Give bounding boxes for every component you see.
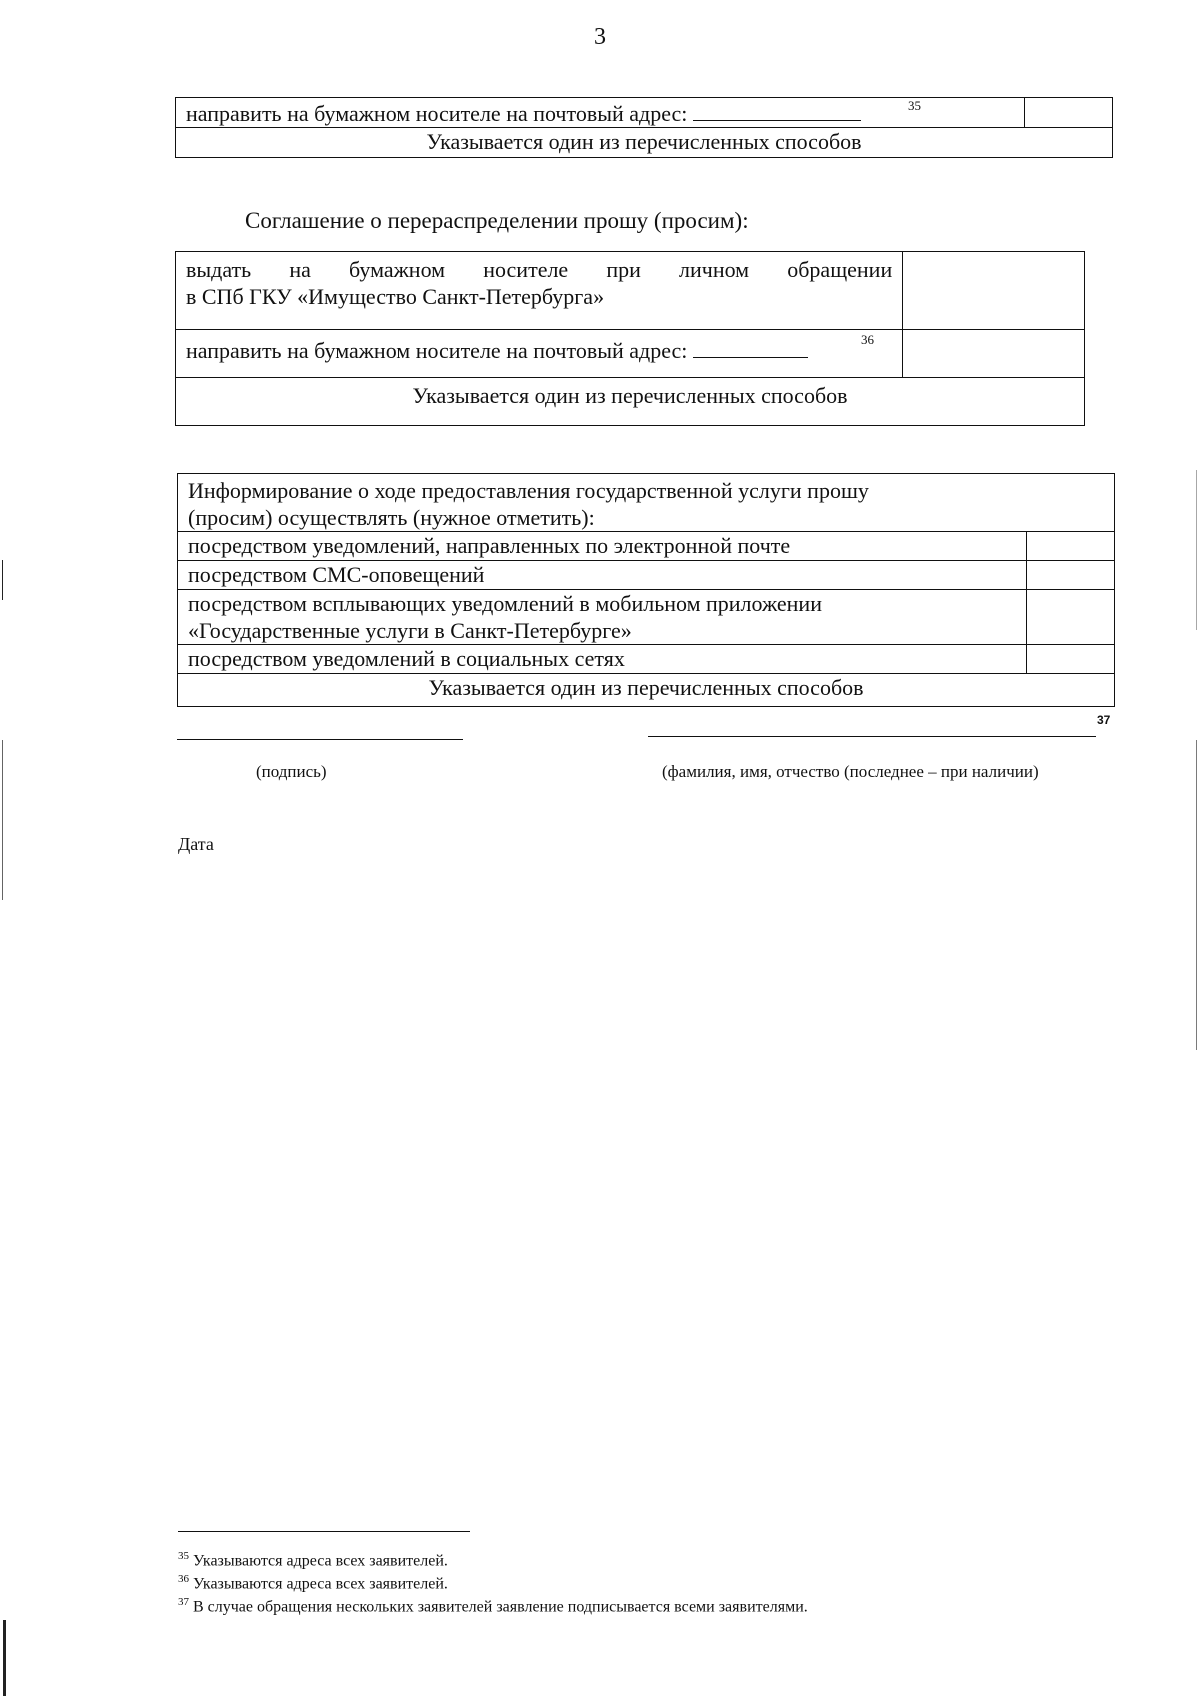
notify-app-label-line2: «Государственные услуги в Санкт-Петербурге» bbox=[188, 618, 632, 643]
notification-header bbox=[178, 474, 1115, 532]
notify-email-option: посредством уведомлений, направленных по электронной почте bbox=[178, 532, 1027, 561]
notify-social-checkbox[interactable] bbox=[1027, 645, 1115, 674]
footnote-37 bbox=[178, 1592, 808, 1617]
notification-choose-one-note: Указывается один из перечисленных способов bbox=[178, 674, 1115, 707]
notify-app-option bbox=[178, 590, 1027, 645]
agreement-postal-checkbox[interactable] bbox=[903, 330, 1085, 378]
choose-one-note: Указывается один из перечисленных способов bbox=[176, 128, 1113, 158]
notify-email-checkbox[interactable] bbox=[1027, 532, 1115, 561]
notify-app-label-line1: посредством всплывающих уведомлений в мобильном приложении bbox=[188, 591, 822, 616]
footnote-ref-35: 35 bbox=[908, 98, 921, 113]
delivery-method-table bbox=[175, 97, 1113, 158]
footnote-separator bbox=[178, 1531, 470, 1532]
footnote-36-text: Указываются адреса всех заявителей. bbox=[193, 1575, 448, 1593]
personal-pickup-option bbox=[176, 252, 903, 330]
footnote-36 bbox=[178, 1569, 448, 1594]
footnote-ref-36: 36 bbox=[861, 332, 874, 347]
notification-table bbox=[177, 473, 1115, 707]
postal-address-option bbox=[176, 98, 1025, 128]
notification-header-line1: Информирование о ходе предоставления государственной услуги прошу bbox=[188, 478, 869, 503]
footnote-ref-37: 37 bbox=[1097, 713, 1111, 727]
notification-header-line2: (просим) осуществлять (нужное отметить): bbox=[188, 505, 595, 530]
notify-sms-checkbox[interactable] bbox=[1027, 561, 1115, 590]
date-label: Дата bbox=[178, 834, 214, 854]
agreement-postal-label: направить на бумажном носителе на почтовый адрес: bbox=[186, 338, 688, 363]
footnote-37-text: В случае обращения нескольких заявителей заявление подписывается всеми заявителями. bbox=[193, 1598, 808, 1616]
page-number: 3 bbox=[594, 24, 606, 50]
agreement-choose-one-note: Указывается один из перечисленных способов bbox=[176, 378, 1085, 426]
personal-pickup-checkbox[interactable] bbox=[903, 252, 1085, 330]
footnote-35 bbox=[178, 1546, 448, 1571]
scan-edge-mark bbox=[1196, 740, 1197, 1050]
notify-sms-option: посредством СМС-оповещений bbox=[178, 561, 1027, 590]
signature-line[interactable] bbox=[177, 739, 463, 740]
agreement-heading: Соглашение о перераспределении прошу (просим): bbox=[245, 208, 749, 233]
agreement-delivery-table bbox=[175, 251, 1085, 426]
scan-edge-mark bbox=[2, 560, 3, 600]
agreement-postal-option bbox=[176, 330, 903, 378]
scan-edge-mark bbox=[3, 1620, 6, 1696]
full-name-caption: (фамилия, имя, отчество (последнее – при наличии) bbox=[662, 762, 1039, 781]
postal-address-checkbox[interactable] bbox=[1025, 98, 1113, 128]
footnote-36-number: 36 bbox=[178, 1573, 189, 1585]
postal-address-blank[interactable] bbox=[693, 98, 861, 121]
notify-social-option: посредством уведомлений в социальных сетях bbox=[178, 645, 1027, 674]
scan-edge-mark bbox=[2, 740, 3, 900]
personal-pickup-location: в СПб ГКУ «Имущество Санкт-Петербурга» bbox=[186, 284, 605, 309]
signature-caption: (подпись) bbox=[256, 762, 327, 781]
full-name-line[interactable] bbox=[648, 736, 1096, 737]
personal-pickup-label: выдать на бумажном носителе при личном обращении bbox=[186, 257, 893, 282]
agreement-postal-blank[interactable] bbox=[693, 335, 808, 358]
footnote-35-number: 35 bbox=[178, 1550, 189, 1562]
footnote-37-number: 37 bbox=[178, 1596, 189, 1608]
notify-app-checkbox[interactable] bbox=[1027, 590, 1115, 645]
footnote-35-text: Указываются адреса всех заявителей. bbox=[193, 1552, 448, 1570]
scan-edge-mark bbox=[1196, 470, 1197, 630]
postal-address-label: направить на бумажном носителе на почтовый адрес: bbox=[186, 101, 688, 126]
